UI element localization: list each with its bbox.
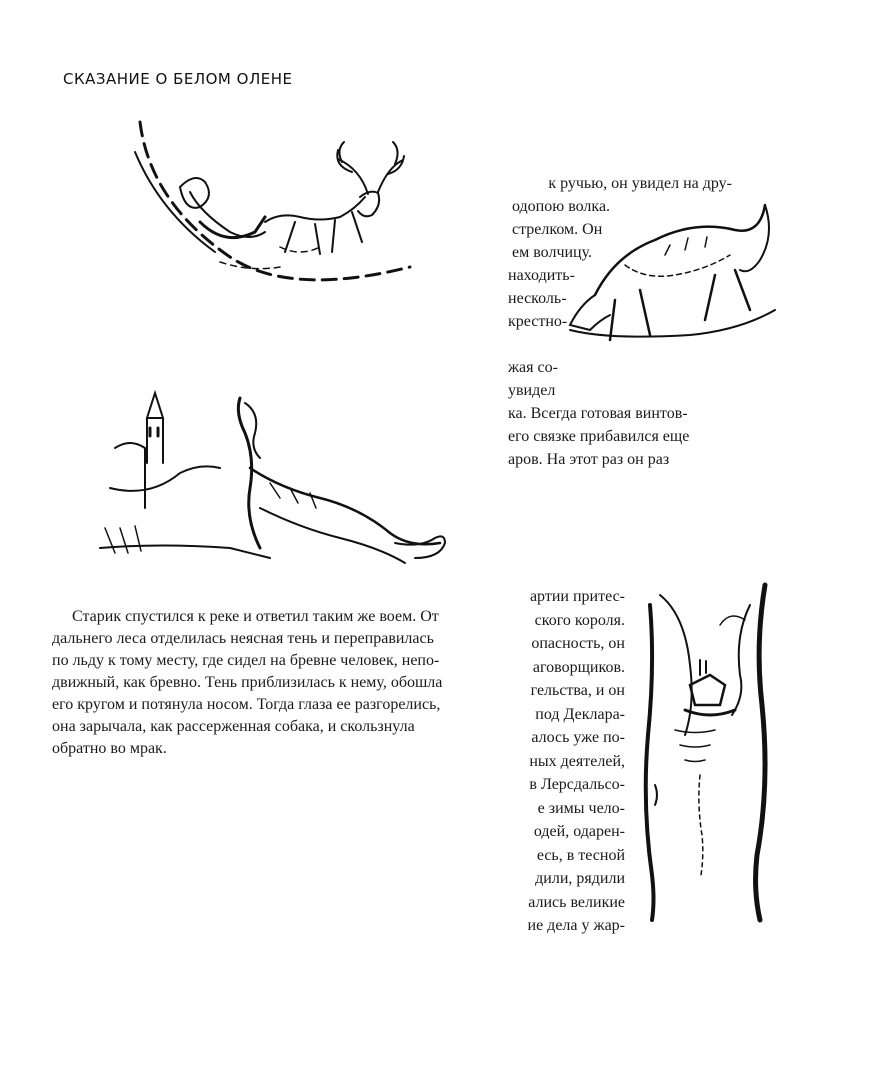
paragraph-line: его кругом и потянула носом. Тогда глаза ее разгорелись, xyxy=(52,696,441,713)
text-line: увидел xyxy=(508,382,556,399)
paragraph-line: она зарычала, как рассерженная собака, и скользнула xyxy=(52,718,415,735)
text-line: аров. На этот раз он раз xyxy=(508,451,670,468)
deer-arc-illustration xyxy=(120,112,420,302)
text-line: несколь- xyxy=(508,290,567,307)
text-line: ем волчицу. xyxy=(512,244,593,261)
text-line: одей, одарен- xyxy=(533,823,625,840)
paragraph-line: дальнего леса отделилась неясная тень и переправилась xyxy=(52,630,434,647)
text-line: жая со- xyxy=(508,359,558,376)
text-line: ных деятелей, xyxy=(529,752,625,770)
text-line: ского короля. xyxy=(534,611,625,629)
text-line: одопою волка. xyxy=(512,198,611,215)
wolf-drinking-illustration xyxy=(565,195,780,355)
text-line: опасность, он xyxy=(531,635,625,652)
paragraph-line: Старик спустился к реке и ответил таким же воем. От xyxy=(72,608,439,625)
text-line: алось уже по- xyxy=(531,729,625,746)
running-title: СКАЗАНИЕ О БЕЛОМ ОЛЕНЕ xyxy=(63,70,293,88)
text-line: гельства, и он xyxy=(530,682,625,699)
text-line: ались великие xyxy=(528,893,625,911)
text-line: ка. Всегда готовая винтов- xyxy=(508,405,688,422)
text-line: ие дела у жар- xyxy=(527,917,625,934)
text-line: стрелком. Он xyxy=(512,221,603,238)
paragraph-line: обратно во мрак. xyxy=(52,740,167,757)
text-line: артии притес- xyxy=(529,588,625,605)
text-line: аговорщиков. xyxy=(532,658,625,676)
text-line: крестно- xyxy=(508,313,568,330)
text-line: под Деклара- xyxy=(535,705,625,723)
text-line: е зимы чело- xyxy=(537,799,625,817)
paragraph-line: движный, как бревно. Тень приблизилась к нему, обошла xyxy=(52,674,443,691)
main-paragraph xyxy=(52,606,488,760)
text-fragment-bottom xyxy=(500,585,625,938)
text-line: его связке прибавился еще xyxy=(508,428,690,445)
text-line: дили, рядили xyxy=(535,870,625,887)
text-line: есь, в тесной xyxy=(536,846,625,864)
text-line: в Лерсдальсо- xyxy=(529,776,625,793)
text-line: к ручью, он увидел на дру- xyxy=(548,175,732,192)
boat-ravine-illustration xyxy=(640,585,780,920)
text-line: находить- xyxy=(508,267,575,284)
paragraph-line: по льду к тому месту, где сидел на бревне человек, непо- xyxy=(52,652,440,669)
howling-wolf-illustration xyxy=(95,388,450,588)
